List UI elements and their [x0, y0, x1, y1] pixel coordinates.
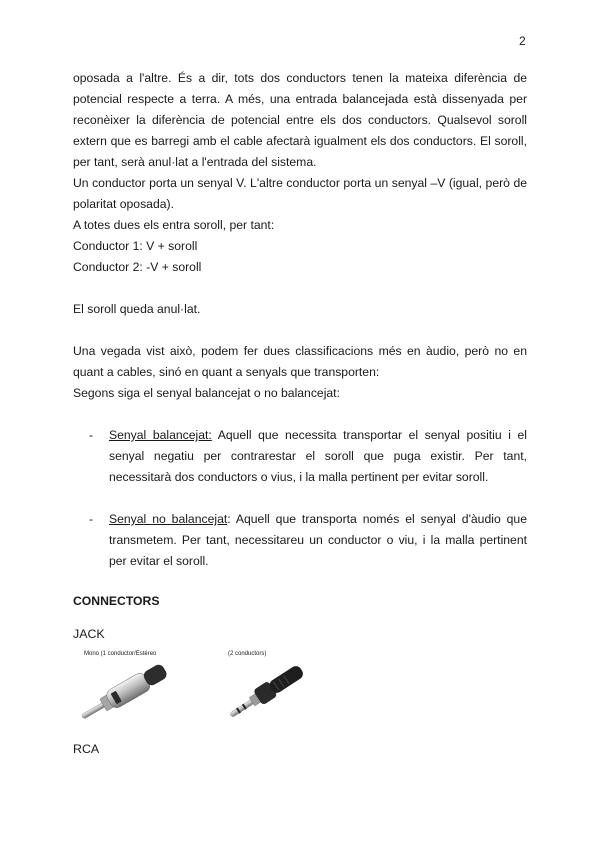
line-noise-intro: A totes dues els entra soroll, per tant:	[73, 218, 275, 232]
subheading-jack: JACK	[73, 627, 105, 641]
image-caption-mono: Mono (1 conductor/Estéreo	[84, 651, 157, 657]
bullet-description: : Aquell que transporta només el senyal d'àudio que transmetem. Per tant, necessitareu un conductor o viu, i la malla pertinent per evitar el soroll.	[109, 512, 527, 568]
paragraph-classifications: Una vegada vist això, podem fer dues classificacions més en àudio, però no en quant a cables, sinó en quant a senyals que transporten:	[73, 344, 527, 379]
page-number: 2	[519, 34, 526, 48]
bullet-text	[109, 509, 527, 572]
section-heading-connectors: CONNECTORS	[73, 594, 160, 608]
paragraph-balanced-input: oposada a l'altre. És a dir, tots dos conductors tenen la mateixa diferència de potencial respecte a terra. A més, una entrada balancejada està dissenyada per reconèixer la diferència de potencial entre els dos conductors. Qualsevol soroll extern que es barregi amb el cable afectarà igualment els dos conductors. El soroll, per tant, serà anul·lat a l'entrada del sistema.	[73, 71, 527, 169]
jack-mono-connector-image	[78, 660, 170, 726]
bullet-term: Senyal no balancejat	[109, 512, 228, 526]
paragraph-signal-polarity: Un conductor porta un senyal V. L'altre conductor porta un senyal –V (igual, però de polaritat oposada).	[73, 176, 527, 211]
bullet-marker: -	[89, 512, 94, 526]
subheading-rca: RCA	[73, 742, 100, 756]
bullet-marker: -	[89, 428, 94, 442]
line-noise-cancelled: El soroll queda anul·lat.	[73, 302, 201, 316]
image-caption-stereo: (2 conductors)	[228, 651, 267, 657]
bullet-term: Senyal balancejat:	[109, 428, 212, 442]
line-conductor-2: Conductor 2: -V + soroll	[73, 260, 202, 274]
line-conductor-1: Conductor 1: V + soroll	[73, 239, 198, 253]
line-balanced-or-not: Segons siga el senyal balancejat o no balancejat:	[73, 386, 340, 400]
bullet-description: Aquell que necessita transportar el senyal positiu i el senyal negatiu per contrarestar el soroll que puga existir. Per tant, necessitarà dos conductors o vius, i la malla pertinent per evitar soroll.	[109, 428, 528, 484]
bullet-text	[109, 425, 527, 488]
jack-stereo-connector-image	[226, 662, 308, 722]
